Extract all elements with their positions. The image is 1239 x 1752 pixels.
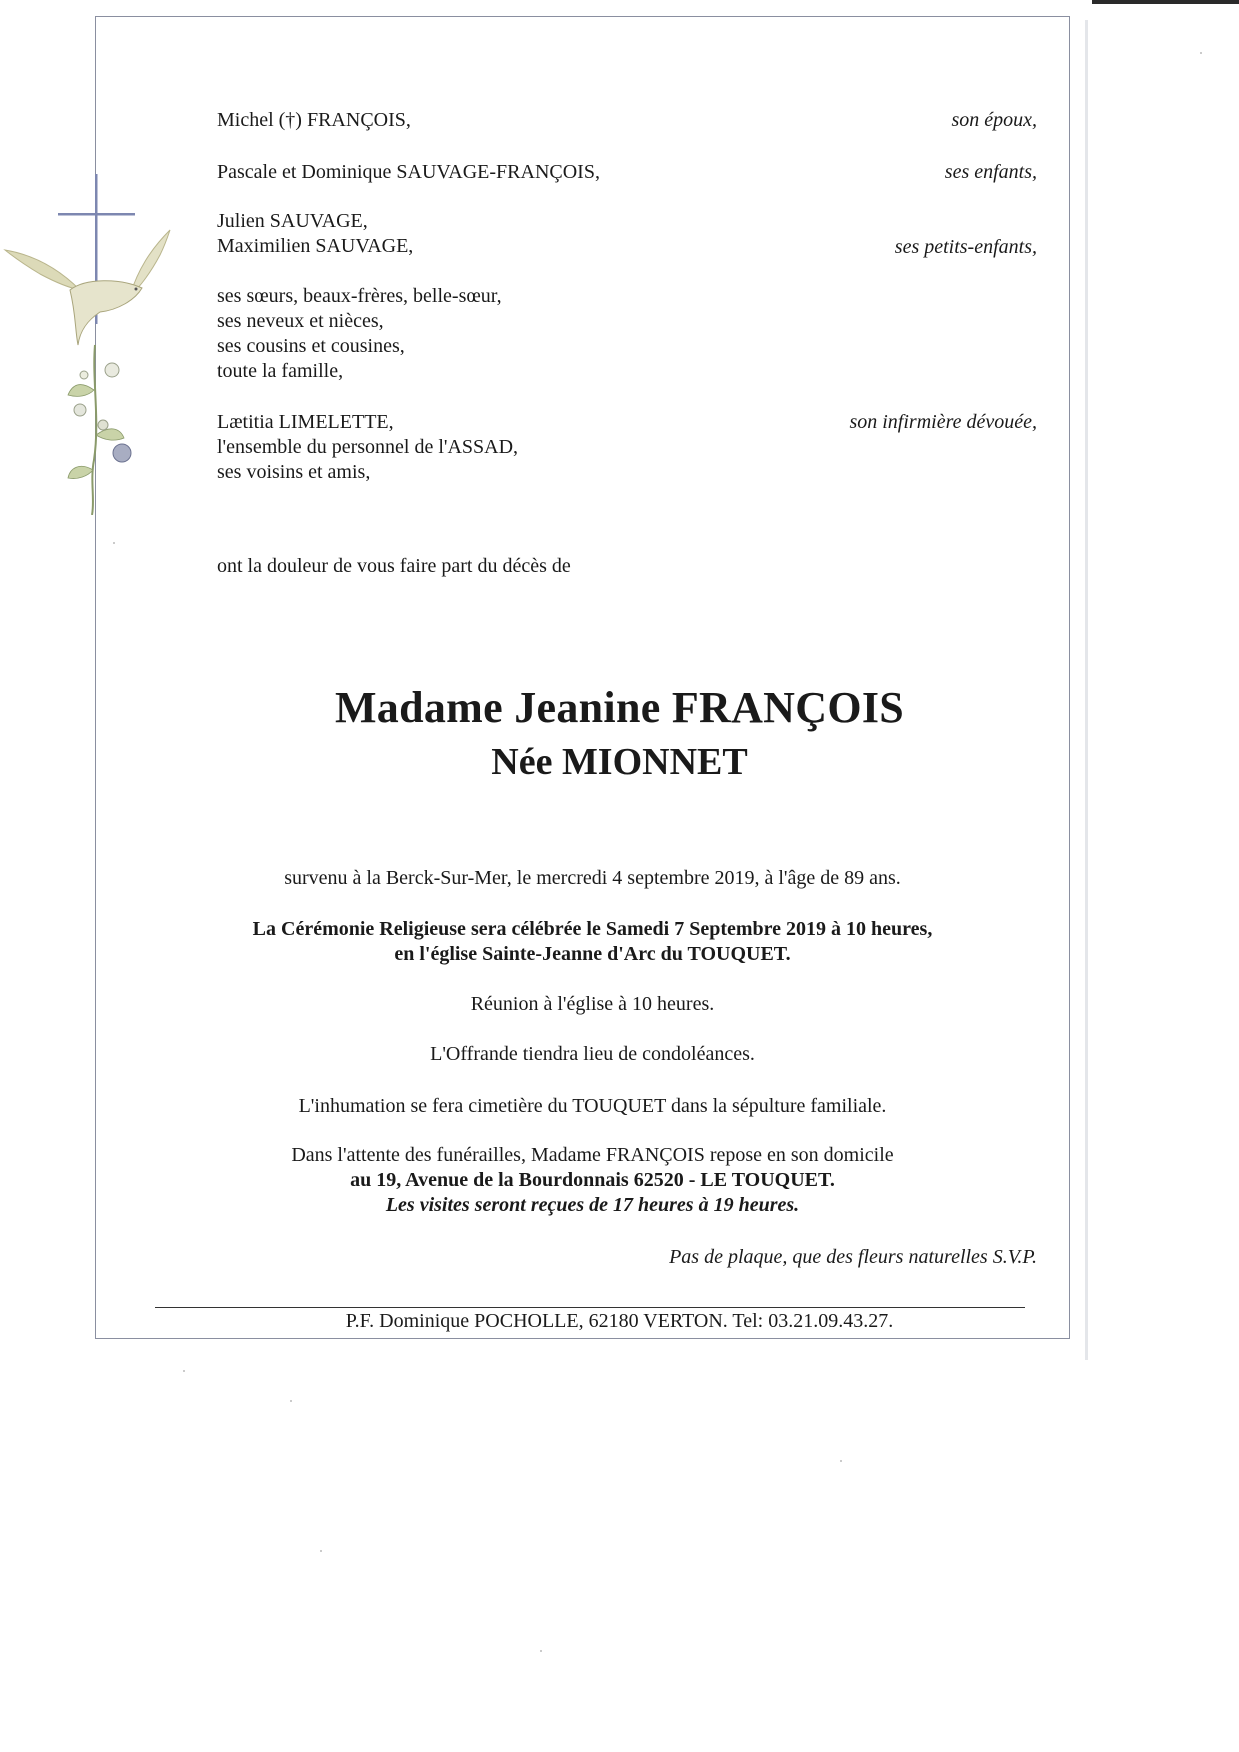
cross-dove-flowers-icon: [0, 170, 175, 515]
blossom-2: [74, 404, 86, 416]
family-name-line: ses cousins et cousines,: [217, 335, 405, 357]
blossom-1: [105, 363, 119, 377]
family-relation: son infirmière dévouée,: [849, 411, 1037, 433]
flower-stem: [92, 345, 96, 515]
family-name-line: ses voisins et amis,: [217, 461, 371, 483]
family-row-grandchildren: [217, 209, 1037, 259]
announcement-intro: ont la douleur de vous faire part du décès de: [217, 555, 571, 577]
family-name-line: l'ensemble du personnel de l'ASSAD,: [217, 436, 519, 458]
scan-speck: [1200, 52, 1202, 54]
cross-horizontal-bar: [58, 213, 135, 216]
death-details: survenu à la Berck-Sur-Mer, le mercredi 4 septembre 2019, à l'âge de 89 ans.: [284, 867, 901, 889]
burial-info: L'inhumation se fera cimetière du TOUQUET dans la sépulture familiale.: [298, 1095, 887, 1117]
family-row-children: [217, 160, 1037, 190]
family-name-line: Michel (†) FRANÇOIS,: [217, 109, 411, 131]
blossom-4: [98, 420, 108, 430]
family-name-line: Pascale et Dominique SAUVAGE-FRANÇOIS,: [217, 161, 600, 183]
family-name-line: toute la famille,: [217, 360, 344, 382]
flower-leaf-2: [96, 429, 124, 440]
family-relation: son époux,: [951, 109, 1037, 131]
family-names: [217, 410, 777, 485]
family-name-line: Maximilien SAUVAGE,: [217, 235, 414, 257]
no-plaque-note: Pas de plaque, que des fleurs naturelles S.V.P.: [669, 1246, 1037, 1268]
rest-address: au 19, Avenue de la Bourdonnais 62520 - LE TOUQUET.: [350, 1169, 835, 1191]
family-name-line: Julien SAUVAGE,: [217, 210, 368, 232]
scan-speck: [113, 542, 115, 544]
scan-speck: [320, 1550, 322, 1552]
dove-body: [70, 281, 142, 345]
family-names: [217, 108, 777, 133]
family-row-caregivers: [217, 410, 1037, 485]
offering-info: L'Offrande tiendra lieu de condoléances.: [430, 1043, 755, 1065]
family-names: [217, 160, 777, 185]
visits-info: Les visites seront reçues de 17 heures à 19 heures.: [385, 1194, 800, 1216]
family-relation: ses enfants,: [944, 161, 1037, 183]
scan-edge-mark: [1092, 0, 1239, 4]
blossom-3: [113, 444, 131, 462]
family-relation: ses petits-enfants,: [894, 236, 1037, 258]
ceremony-line-2: en l'église Sainte-Jeanne d'Arc du TOUQUET.: [394, 943, 791, 965]
dove-eye: [135, 288, 138, 291]
flower-leaf-3: [68, 466, 93, 478]
family-name-line: ses neveux et nièces,: [217, 310, 384, 332]
scan-speck: [183, 1370, 185, 1372]
family-row-extended: [217, 284, 1037, 384]
family-name-line: ses sœurs, beaux-frères, belle-sœur,: [217, 285, 502, 307]
rest-line-1: Dans l'attente des funérailles, Madame FRANÇOIS repose en son domicile: [291, 1144, 894, 1166]
meeting-info: Réunion à l'église à 10 heures.: [470, 993, 715, 1015]
footer-divider: [155, 1307, 1025, 1308]
deceased-name: Madame Jeanine FRANÇOIS: [334, 683, 905, 732]
flower-leaf-1: [68, 385, 94, 397]
scan-speck: [540, 1650, 542, 1652]
family-names: [217, 284, 777, 384]
blossom-5: [80, 371, 88, 379]
deceased-maiden-name: Née MIONNET: [491, 741, 748, 783]
scan-speck: [840, 1460, 842, 1462]
dove-wing-left: [5, 250, 80, 290]
family-row-spouse: [217, 108, 1037, 138]
ceremony-line-1: La Cérémonie Religieuse sera célébrée le Samedi 7 Septembre 2019 à 10 heures,: [252, 918, 933, 940]
family-name-line: Lætitia LIMELETTE,: [217, 411, 394, 433]
family-names: [217, 209, 777, 259]
funeral-home-info: P.F. Dominique POCHOLLE, 62180 VERTON. Tel: 03.21.09.43.27.: [345, 1310, 894, 1332]
scan-speck: [290, 1400, 292, 1402]
